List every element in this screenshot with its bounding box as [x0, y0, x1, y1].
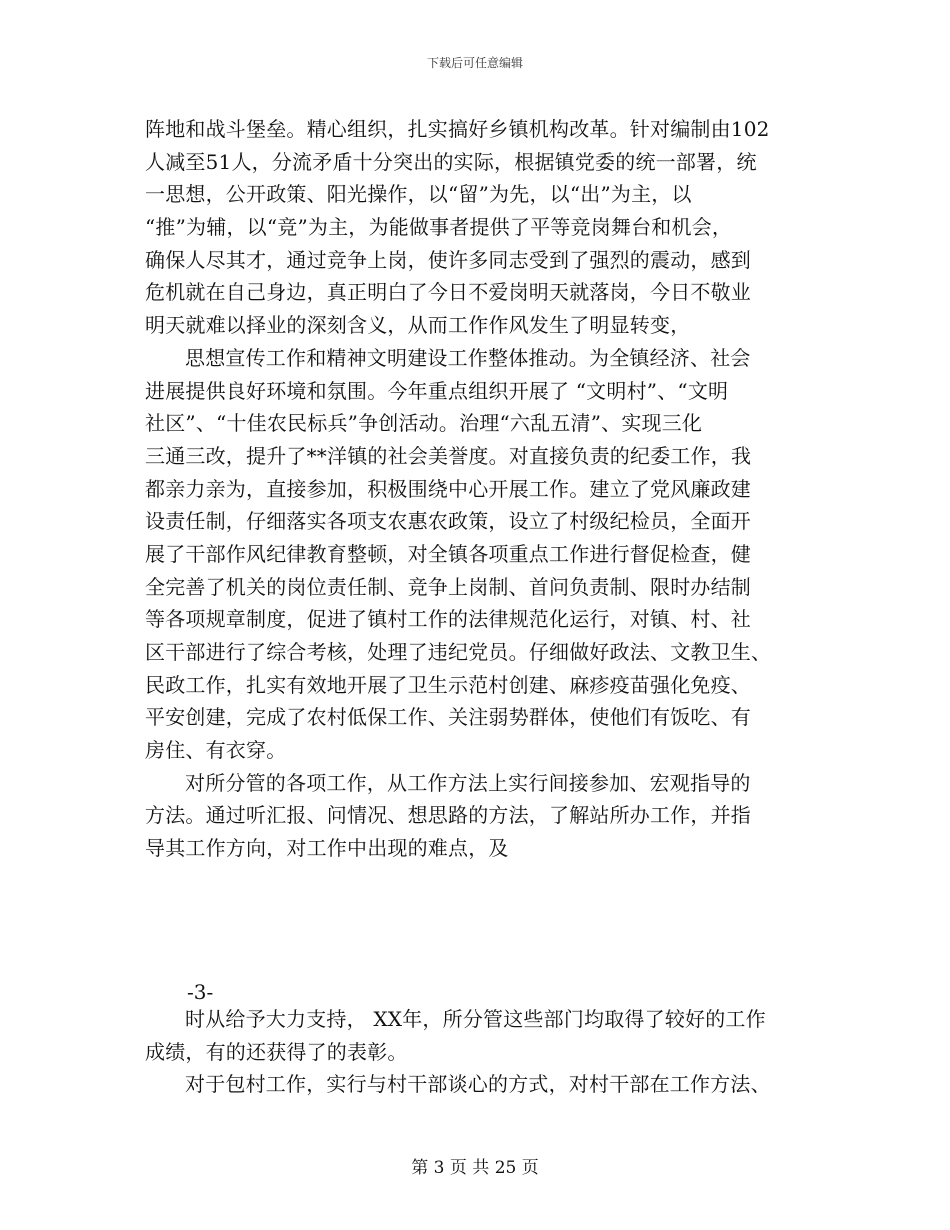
text-line: 一思想，公开政策、阳光操作，以“留”为先，以“出”为主，以 [145, 182, 692, 207]
text-line: 明天就难以择业的深刻含义，从而工作作风发生了明显转变， [145, 313, 691, 338]
text-line: 时从给予大力支持， XX年，所分管这些部门均取得了较好的工作 [185, 1007, 766, 1031]
text-line: 平安创建，完成了农村低保工作、关注弱势群体，使他们有饭吃、有 [145, 705, 751, 730]
text-line: 民政工作，扎实有效地开展了卫生示范村创建、麻疹疫苗强化免疫、 [145, 672, 751, 697]
text-line: 都亲力亲为，直接参加，积极围绕中心开展工作。建立了党风廉政建 [145, 476, 751, 501]
text-line: 人减至51人，分流矛盾十分突出的实际，根据镇党委的统一部署，统 [145, 149, 757, 174]
text-line: 进展提供良好环境和氛围。今年重点组织开展了 “文明村”、“文明 [145, 378, 729, 403]
text-line: 方法。通过听汇报、问情况、想思路的方法，了解站所办工作，并指 [145, 803, 751, 828]
body-text-block-2 [145, 1003, 821, 1101]
text-line: 思想宣传工作和精神文明建设工作整体推动。为全镇经济、社会 [185, 345, 751, 370]
text-line: 房住、有衣穿。 [145, 738, 287, 763]
text-line: 导其工作方向，对工作中出现的难点，及 [145, 836, 509, 861]
page-header: 下载后可任意编辑 [426, 56, 523, 70]
text-line: 对于包村工作，实行与村干部谈心的方式，对村干部在工作方法、 [185, 1072, 771, 1097]
body-text-block-1 [145, 113, 821, 865]
text-line: 展了干部作风纪律教育整顿，对全镇各项重点工作进行督促检查，健 [145, 541, 751, 566]
page-number-marker: -3- [187, 980, 214, 1004]
text-line: “推”为辅，以“竞”为主，为能做事者提供了平等竞岗舞台和机会， [145, 215, 733, 240]
text-line: 等各项规章制度，促进了镇村工作的法律规范化运行，对镇、村、社 [145, 607, 751, 632]
text-line: 阵地和战斗堡垒。精心组织，扎实搞好乡镇机构改革。针对编制由102 [145, 117, 770, 141]
text-line: 对所分管的各项工作，从工作方法上实行间接参加、宏观指导的 [185, 770, 751, 795]
text-line: 危机就在自己身边，真正明白了今日不爱岗明天就落岗，今日不敬业 [145, 280, 751, 305]
text-line: 成绩，有的还获得了的表彰。 [145, 1039, 408, 1064]
page-footer: 第 3 页 共 25 页 [411, 1158, 539, 1178]
text-line: 全完善了机关的岗位责任制、竞争上岗制、首问负责制、限时办结制 [145, 574, 751, 599]
text-line: 设责任制，仔细落实各项支农惠农政策，设立了村级纪检员，全面开 [145, 509, 751, 534]
text-line: 区干部进行了综合考核，处理了违纪党员。仔细做好政法、文教卫生、 [145, 640, 772, 664]
text-line: 社区”、“十佳农民标兵”争创活动。治理“六乱五清”、实现三化 [145, 411, 703, 436]
text-line: 确保人尽其才，通过竞争上岗，使许多同志受到了强烈的震动，感到 [145, 247, 751, 272]
text-line: 三通三改，提升了**洋镇的社会美誉度。对直接负责的纪委工作，我 [145, 443, 752, 468]
